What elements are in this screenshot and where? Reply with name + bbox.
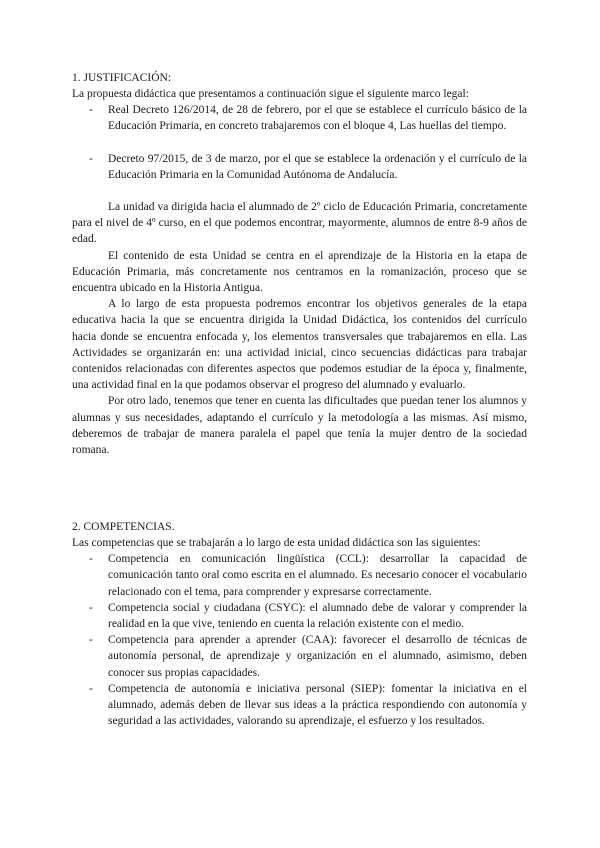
paragraph: A lo largo de esta propuesta podremos encontrar los objetivos generales de la etapa educativa hacia la que se encuentra dirigida la Unidad Didáctica, los contenidos del currículo hacia donde se encuentra enfocada y, los elementos transversales que trabajaremos en ella. Las Actividades se organizarán en: una actividad inicial, cinco secuencias didácticas para trabajar contenidos relacionadas con diferentes aspectos que podemos estudiar de la época y, finalmente, una actividad final en la que podamos observar el progreso del alumnado y evaluarlo. bbox=[72, 298, 527, 392]
section-heading: 1. JUSTIFICACIÓN: bbox=[72, 72, 172, 84]
dash-bullet: - bbox=[89, 601, 93, 614]
list-item-text: Competencia de autonomía e iniciativa personal (SIEP): fomentar la iniciativa en el alumnado, además deben de llevar sus ideas a la práctica respondiendo con autonomía y seguridad a las actividades, valorando su aprendizaje, el esfuerzo y los resultados. bbox=[108, 682, 527, 728]
list-item bbox=[72, 551, 527, 600]
dash-bullet: - bbox=[89, 152, 93, 165]
dash-bullet: - bbox=[89, 634, 93, 647]
list-item bbox=[72, 102, 527, 134]
paragraph: El contenido de esta Unidad se centra en el aprendizaje de la Historia en la etapa de Educación Primaria, más concretamente nos centramos en la romanización, proceso que se encuentra ubicado en la Historia Antigua. bbox=[72, 249, 527, 295]
section-justificacion bbox=[72, 70, 527, 458]
section-intro: La propuesta didáctica que presentamos a continuación sigue el siguiente marco legal: bbox=[72, 88, 469, 100]
dash-bullet: - bbox=[89, 104, 93, 117]
competencias-list bbox=[72, 551, 527, 729]
legal-framework-list bbox=[72, 102, 527, 183]
list-item bbox=[72, 151, 527, 183]
list-item bbox=[72, 681, 527, 730]
paragraph: Por otro lado, tenemos que tener en cuenta las dificultades que puedan tener los alumnos y alumnas y sus necesidades, adaptando el currículo y la metodología a las mismas. Así mismo, deberemos de trabajar de manera paralela el papel que tenía la mujer dentro de la sociedad romana. bbox=[72, 395, 527, 457]
dash-bullet: - bbox=[89, 682, 93, 695]
list-item-text: Competencia en comunicación lingüística (CCL): desarrollar la capacidad de comunicación tanto oral como escrita en el alumnado. Es necesario conocer el vocabulario relacionado con el tema, para comprender y expresarse correctamente. bbox=[108, 553, 527, 598]
section-competencias bbox=[72, 519, 527, 729]
list-item-text: Decreto 97/2015, de 3 de marzo, por el que se establece la ordenación y el currículo de la Educación Primaria en la Comunidad Autónoma de Andalucía. bbox=[108, 152, 527, 181]
list-item bbox=[72, 600, 527, 632]
list-item-text: Real Decreto 126/2014, de 28 de febrero, por el que se establece el currículo básico de la Educación Primaria, en concreto trabajaremos con el bloque 4, Las huellas del tiempo. bbox=[108, 104, 527, 133]
dash-bullet: - bbox=[89, 553, 93, 566]
list-item bbox=[72, 632, 527, 681]
section-intro: Las competencias que se trabajarán a lo largo de esta unidad didáctica son las siguientes: bbox=[72, 537, 481, 549]
list-item-text: Competencia para aprender a aprender (CAA): favorecer el desarrollo de técnicas de autonomía personal, de aprendizaje y organización en el alumnado, asimismo, deben conocer sus propias capacidades. bbox=[108, 634, 527, 679]
list-item-text: Competencia social y ciudadana (CSYC): el alumnado debe de valorar y comprender la realidad en la que vive, teniendo en cuenta la relación existente con el medio. bbox=[108, 601, 527, 631]
paragraph: La unidad va dirigida hacia el alumnado de 2º ciclo de Educación Primaria, concretamente para el nivel de 4º curso, en el que podemos encontrar, mayormente, alumnos de entre 8-9 años de edad. bbox=[72, 201, 527, 246]
section-heading: 2. COMPETENCIAS. bbox=[72, 521, 175, 533]
